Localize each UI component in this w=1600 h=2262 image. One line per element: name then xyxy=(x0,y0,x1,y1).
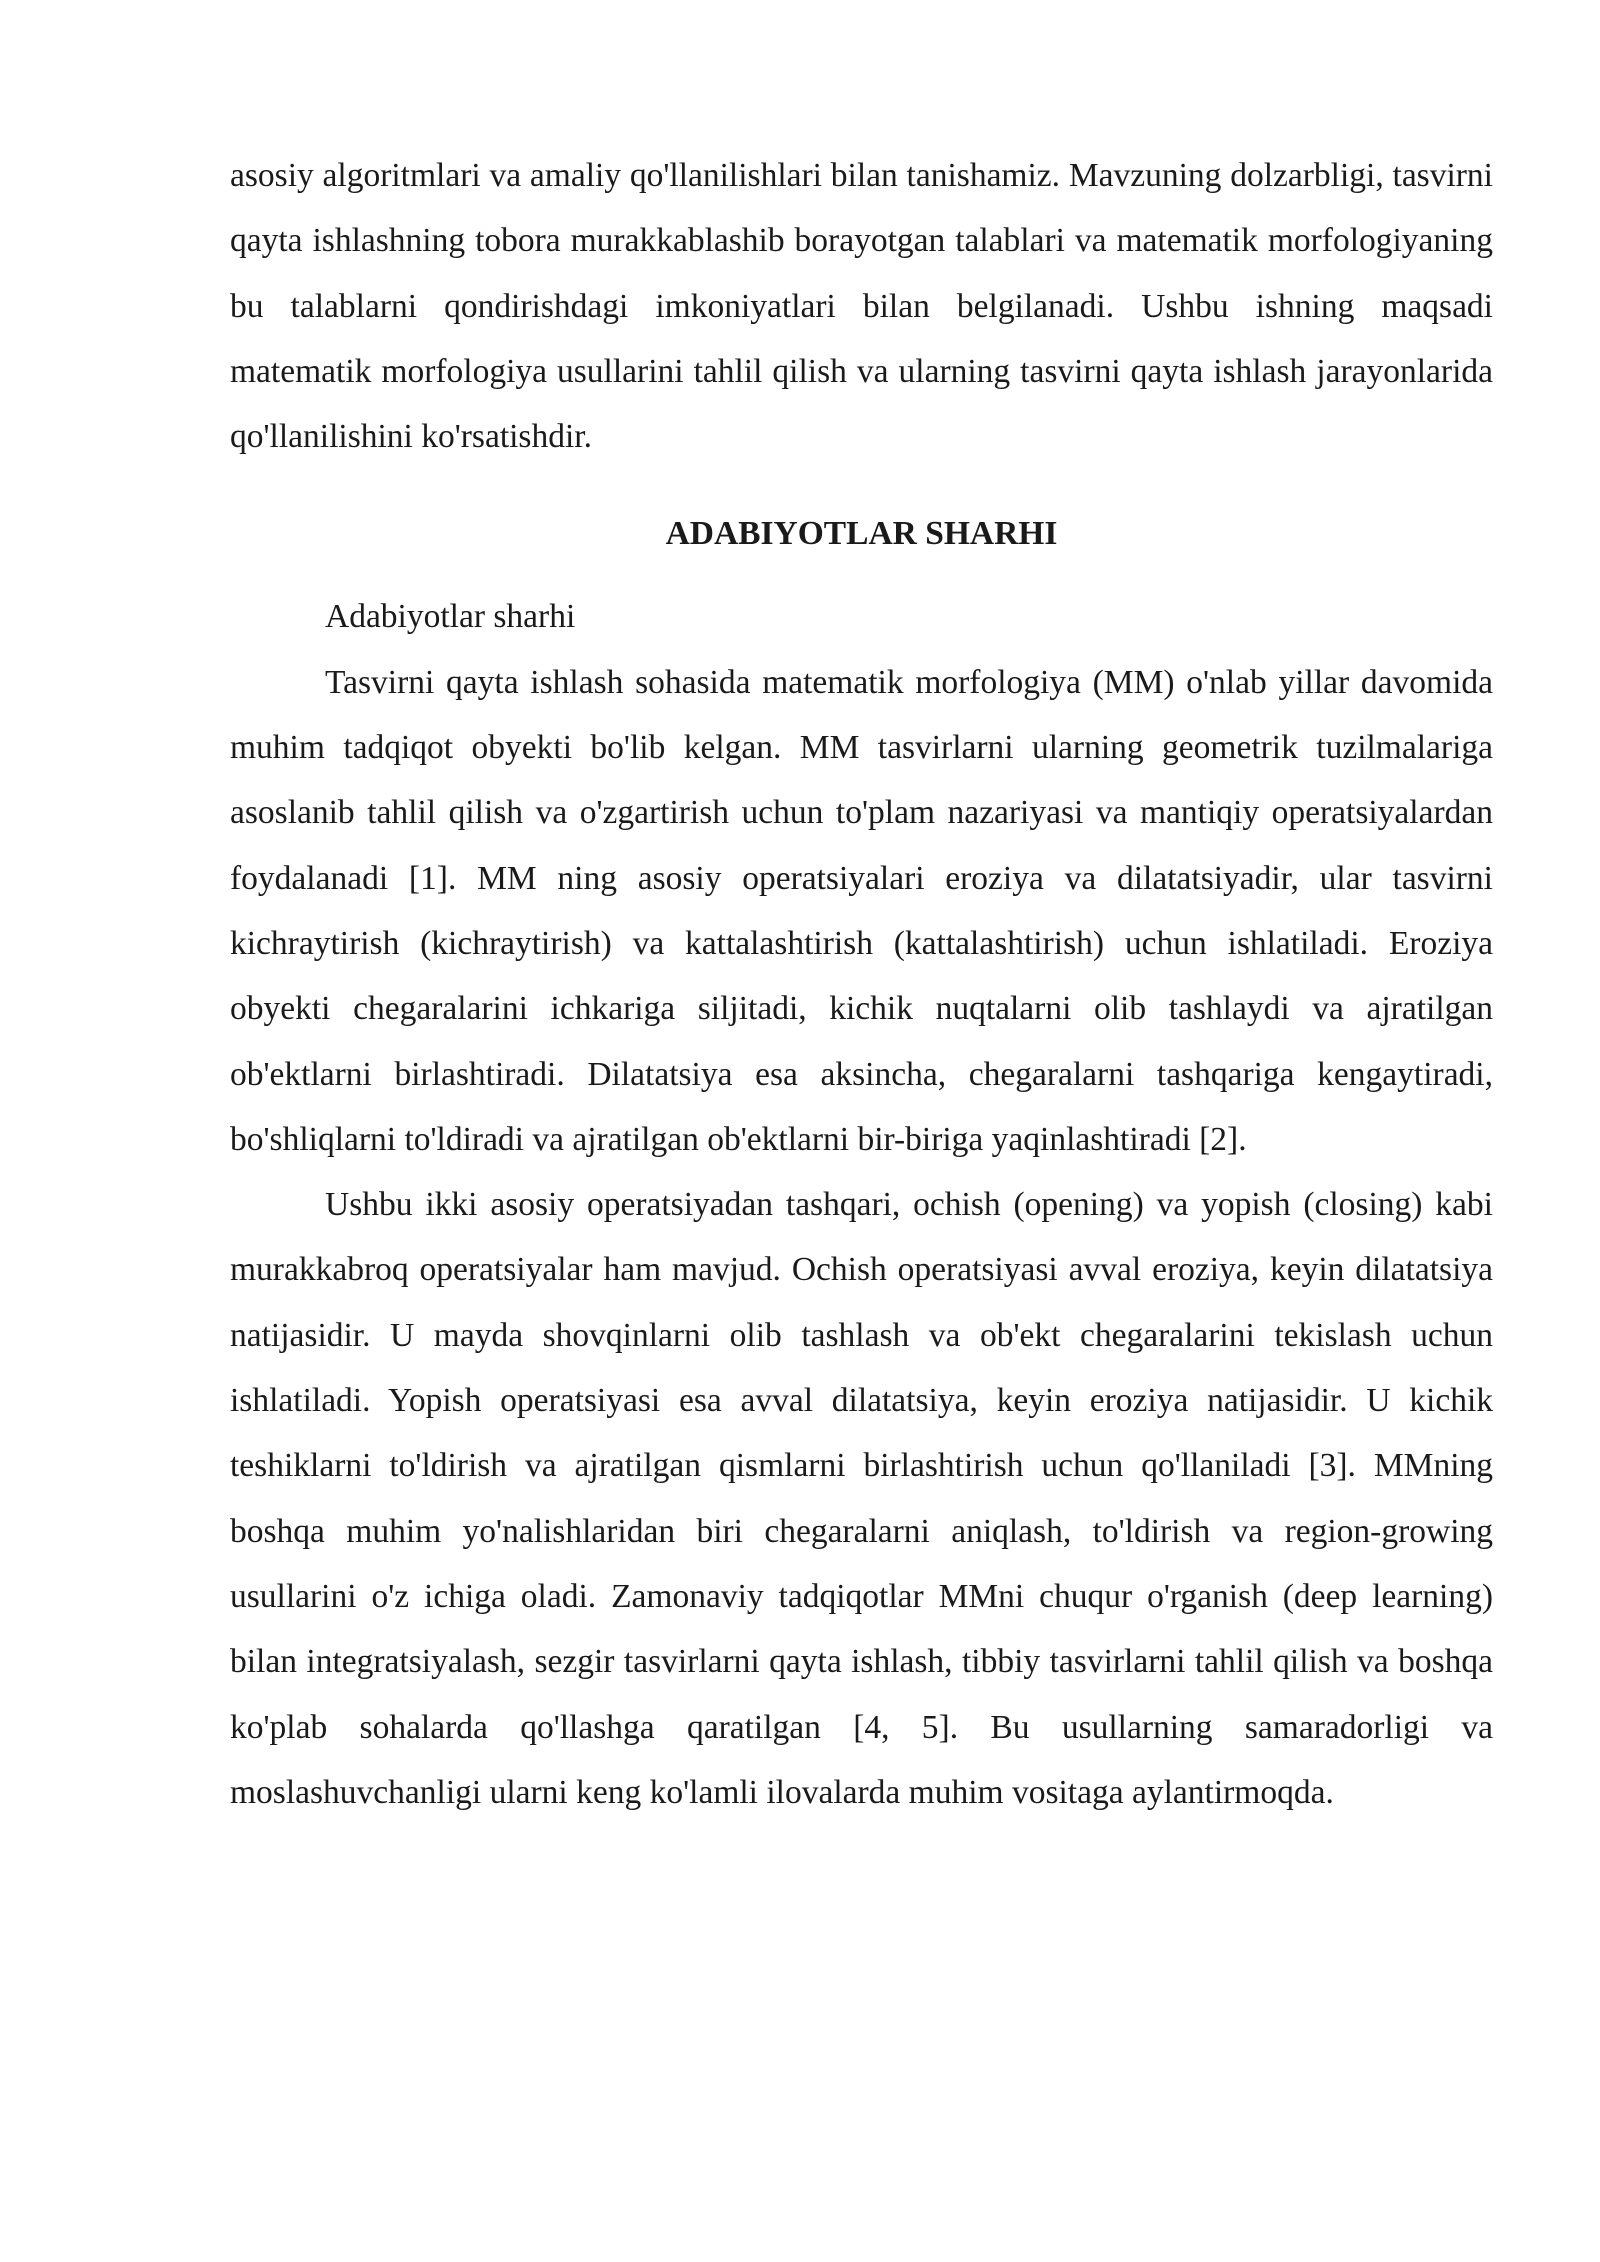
body-paragraph: Tasvirni qayta ishlash sohasida matematik morfologiya (MM) o'nlab yillar davomida muhim tadqiqot obyekti bo'lib kelgan. MM tasvirlarni ularning geometrik tuzilmalariga asoslanib tahlil qilish va o'zgartirish uchun to'plam nazariyasi va mantiqiy operatsiyalardan foydalanadi [1]. MM ning asosiy operatsiyalari eroziya va dilatatsiyadir, ular tasvirni kichraytirish (kichraytirish) va kattalashtirish (kattalashtirish) uchun ishlatiladi. Eroziya obyekti chegaralarini ichkariga siljitadi, kichik nuqtalarni olib tashlaydi va ajratilgan ob'ektlarni birlashtiradi. Dilatatsiya esa aksincha, chegaralarni tashqariga kengaytiradi, bo'shliqlarni to'ldiradi va ajratilgan ob'ektlarni bir-biriga yaqinlashtiradi [2]. xyxy=(230,663,1493,1158)
section-title: ADABIYOTLAR SHARHI xyxy=(665,515,1058,553)
subheading: Adabiyotlar sharhi xyxy=(325,598,576,636)
intro-paragraph: asosiy algoritmlari va amaliy qo'llanilishlari bilan tanishamiz. Mavzuning dolzarbligi, tasvirni qayta ishlashning tobora murakkablashib borayotgan talablari va matematik morfologiyaning bu talablarni qondirishdagi imkoniyatlari bilan belgilanadi. Ushbu ishning maqsadi matematik morfologiya usullarini tahlil qilish va ularning tasvirni qayta ishlash jarayonlarida qo'llanilishini ko'rsatishdir. xyxy=(230,157,1493,456)
document-page xyxy=(230,143,1493,1825)
body-paragraph: Ushbu ikki asosiy operatsiyadan tashqari, ochish (opening) va yopish (closing) kabi murakkabroq operatsiyalar ham mavjud. Ochish operatsiyasi avval eroziya, keyin dilatatsiya natijasidir. U mayda shovqinlarni olib tashlash va ob'ekt chegaralarini tekislash uchun ishlatiladi. Yopish operatsiyasi esa avval dilatatsiya, keyin eroziya natijasidir. U kichik teshiklarni to'ldirish va ajratilgan qismlarni birlashtirish uchun qo'llaniladi [3]. MMning boshqa muhim yo'nalishlaridan biri chegaralarni aniqlash, to'ldirish va region-growing usullarini o'z ichiga oladi. Zamonaviy tadqiqotlar MMni chuqur o'rganish (deep learning) bilan integratsiyalash, sezgir tasvirlarni qayta ishlash, tibbiy tasvirlarni tahlil qilish va boshqa ko'plab sohalarda qo'llashga qaratilgan [4, 5]. Bu usullarning samaradorligi va moslashuvchanligi ularni keng ko'lamli ilovalarda muhim vositaga aylantirmoqda. xyxy=(230,1186,1493,1811)
